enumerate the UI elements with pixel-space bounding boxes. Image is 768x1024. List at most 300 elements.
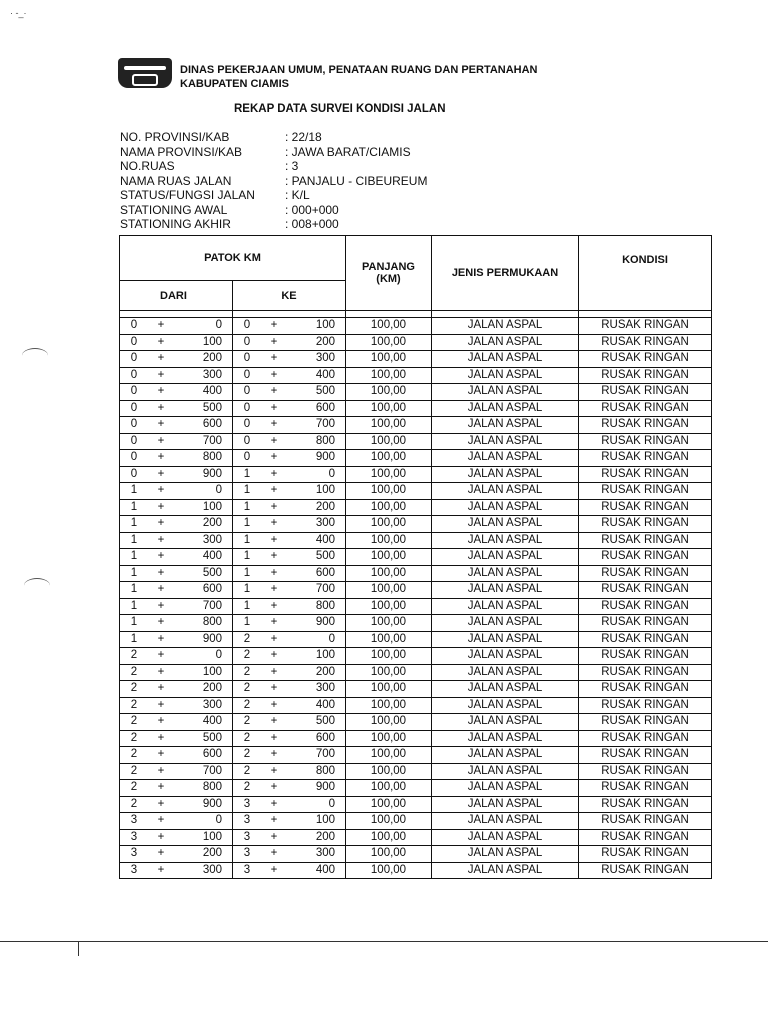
cell-ke [233, 516, 346, 533]
dari-m: 900 [202, 632, 222, 645]
ke-km: 2 [243, 715, 251, 728]
cell-jenis: JALAN ASPAL [432, 747, 579, 764]
cell-ke [233, 664, 346, 681]
cell-ke [233, 780, 346, 797]
cell-dari [120, 714, 233, 731]
plus-sign: + [270, 385, 278, 398]
plus-sign: + [270, 748, 278, 761]
cell-kondisi: RUSAK RINGAN [579, 796, 712, 813]
cell-kondisi: RUSAK RINGAN [579, 615, 712, 632]
cell-panjang: 100,00 [346, 862, 432, 879]
table-row [120, 367, 712, 384]
dari-km: 0 [130, 434, 138, 447]
plus-sign: + [157, 731, 165, 744]
dari-km: 0 [130, 335, 138, 348]
cell-kondisi: RUSAK RINGAN [579, 549, 712, 566]
table-row [120, 417, 712, 434]
ke-km: 0 [243, 401, 251, 414]
plus-sign: + [157, 682, 165, 695]
ke-m: 200 [315, 335, 335, 348]
plus-sign: + [157, 814, 165, 827]
dari-km: 3 [130, 847, 138, 860]
table-row [120, 780, 712, 797]
cell-dari [120, 829, 233, 846]
ke-m: 400 [315, 698, 335, 711]
cell-jenis: JALAN ASPAL [432, 615, 579, 632]
plus-sign: + [157, 368, 165, 381]
info-value: : 22/18 [285, 130, 322, 145]
cell-ke [233, 400, 346, 417]
cell-kondisi: RUSAK RINGAN [579, 631, 712, 648]
dari-km: 2 [130, 715, 138, 728]
header-patok-km: PATOK KM [120, 236, 346, 281]
ke-m: 800 [315, 599, 335, 612]
dari-m: 700 [202, 599, 222, 612]
cell-jenis: JALAN ASPAL [432, 565, 579, 582]
plus-sign: + [270, 418, 278, 431]
cell-dari [120, 697, 233, 714]
cell-dari [120, 730, 233, 747]
ke-m: 500 [315, 715, 335, 728]
plus-sign: + [157, 764, 165, 777]
cell-kondisi: RUSAK RINGAN [579, 829, 712, 846]
plus-sign: + [157, 451, 165, 464]
dari-km: 0 [130, 319, 138, 332]
ke-m: 900 [315, 616, 335, 629]
cell-dari [120, 763, 233, 780]
info-label: STATIONING AWAL [120, 202, 228, 217]
plus-sign: + [270, 484, 278, 497]
plus-sign: + [157, 698, 165, 711]
cell-jenis: JALAN ASPAL [432, 730, 579, 747]
cell-panjang: 100,00 [346, 664, 432, 681]
survey-table [119, 235, 712, 879]
plus-sign: + [270, 335, 278, 348]
cell-panjang: 100,00 [346, 714, 432, 731]
header-gap [120, 311, 712, 318]
dari-m: 300 [202, 863, 222, 876]
info-row [120, 159, 427, 174]
dari-km: 2 [130, 698, 138, 711]
cell-ke [233, 367, 346, 384]
cell-kondisi: RUSAK RINGAN [579, 565, 712, 582]
cell-dari [120, 499, 233, 516]
table-row [120, 648, 712, 665]
plus-sign: + [157, 863, 165, 876]
ke-m: 300 [315, 517, 335, 530]
ke-km: 3 [243, 797, 251, 810]
cell-panjang: 100,00 [346, 813, 432, 830]
plus-sign: + [157, 599, 165, 612]
cell-jenis: JALAN ASPAL [432, 318, 579, 335]
cell-jenis: JALAN ASPAL [432, 648, 579, 665]
info-value: : 000+000 [285, 203, 339, 218]
dari-km: 0 [130, 401, 138, 414]
plus-sign: + [270, 599, 278, 612]
cell-panjang: 100,00 [346, 846, 432, 863]
cell-dari [120, 384, 233, 401]
dari-km: 1 [130, 616, 138, 629]
dari-m: 100 [202, 665, 222, 678]
cell-jenis: JALAN ASPAL [432, 829, 579, 846]
plus-sign: + [270, 665, 278, 678]
plus-sign: + [270, 319, 278, 332]
ke-km: 2 [243, 682, 251, 695]
cell-ke [233, 631, 346, 648]
ke-km: 2 [243, 649, 251, 662]
plus-sign: + [270, 764, 278, 777]
table-row [120, 631, 712, 648]
dari-km: 2 [130, 649, 138, 662]
cell-dari [120, 813, 233, 830]
plus-sign: + [157, 319, 165, 332]
cell-ke [233, 466, 346, 483]
cell-jenis: JALAN ASPAL [432, 714, 579, 731]
ke-km: 0 [243, 418, 251, 431]
ke-km: 1 [243, 467, 251, 480]
plus-sign: + [157, 385, 165, 398]
table-row [120, 483, 712, 500]
info-value: : JAWA BARAT/CIAMIS [285, 145, 411, 160]
table-row [120, 681, 712, 698]
table-row [120, 730, 712, 747]
table-row [120, 598, 712, 615]
cell-panjang: 100,00 [346, 532, 432, 549]
cell-jenis: JALAN ASPAL [432, 532, 579, 549]
ke-km: 1 [243, 566, 251, 579]
cell-jenis: JALAN ASPAL [432, 813, 579, 830]
header-panjang-unit: (KM) [376, 273, 401, 285]
plus-sign: + [157, 583, 165, 596]
cell-kondisi: RUSAK RINGAN [579, 582, 712, 599]
info-row [120, 217, 427, 232]
cell-dari [120, 351, 233, 368]
cell-ke [233, 433, 346, 450]
cell-panjang: 100,00 [346, 450, 432, 467]
cell-kondisi: RUSAK RINGAN [579, 697, 712, 714]
cell-panjang: 100,00 [346, 565, 432, 582]
plus-sign: + [270, 682, 278, 695]
plus-sign: + [157, 847, 165, 860]
cell-jenis: JALAN ASPAL [432, 681, 579, 698]
cell-kondisi: RUSAK RINGAN [579, 367, 712, 384]
plus-sign: + [157, 550, 165, 563]
cell-dari [120, 747, 233, 764]
info-value: : 3 [285, 159, 298, 174]
plus-sign: + [157, 484, 165, 497]
dari-km: 0 [130, 368, 138, 381]
dari-km: 1 [130, 599, 138, 612]
government-logo-icon [118, 58, 172, 88]
dari-km: 0 [130, 418, 138, 431]
dari-m: 0 [215, 649, 222, 662]
table-row [120, 813, 712, 830]
cell-dari [120, 648, 233, 665]
ke-m: 100 [315, 484, 335, 497]
cell-jenis: JALAN ASPAL [432, 417, 579, 434]
ke-m: 100 [315, 649, 335, 662]
table-row [120, 433, 712, 450]
dari-m: 600 [202, 583, 222, 596]
cell-dari [120, 433, 233, 450]
plus-sign: + [157, 830, 165, 843]
ke-m: 200 [315, 665, 335, 678]
cell-ke [233, 499, 346, 516]
dari-m: 200 [202, 352, 222, 365]
dari-km: 1 [130, 500, 138, 513]
cell-kondisi: RUSAK RINGAN [579, 747, 712, 764]
cell-dari [120, 417, 233, 434]
cell-dari [120, 846, 233, 863]
cell-ke [233, 730, 346, 747]
cell-ke [233, 796, 346, 813]
cell-panjang: 100,00 [346, 516, 432, 533]
punch-hole-mark [24, 578, 50, 593]
dari-km: 2 [130, 781, 138, 794]
cell-kondisi: RUSAK RINGAN [579, 433, 712, 450]
plus-sign: + [270, 451, 278, 464]
plus-sign: + [157, 434, 165, 447]
plus-sign: + [270, 616, 278, 629]
dari-km: 3 [130, 830, 138, 843]
dari-km: 0 [130, 385, 138, 398]
cell-kondisi: RUSAK RINGAN [579, 598, 712, 615]
cell-dari [120, 516, 233, 533]
cell-kondisi: RUSAK RINGAN [579, 417, 712, 434]
ke-m: 200 [315, 500, 335, 513]
cell-ke [233, 417, 346, 434]
cell-kondisi: RUSAK RINGAN [579, 730, 712, 747]
cell-panjang: 100,00 [346, 747, 432, 764]
ke-km: 1 [243, 550, 251, 563]
cell-panjang: 100,00 [346, 763, 432, 780]
ke-km: 1 [243, 583, 251, 596]
cell-panjang: 100,00 [346, 417, 432, 434]
cell-jenis: JALAN ASPAL [432, 796, 579, 813]
cell-dari [120, 532, 233, 549]
info-value: : 008+000 [285, 217, 339, 232]
cell-dari [120, 466, 233, 483]
ke-m: 500 [315, 550, 335, 563]
cell-dari [120, 598, 233, 615]
ke-km: 3 [243, 814, 251, 827]
cell-ke [233, 615, 346, 632]
cell-ke [233, 598, 346, 615]
ke-m: 0 [328, 632, 335, 645]
cell-jenis: JALAN ASPAL [432, 631, 579, 648]
cell-dari [120, 862, 233, 879]
dari-m: 300 [202, 698, 222, 711]
dari-km: 2 [130, 748, 138, 761]
ke-km: 0 [243, 352, 251, 365]
cell-dari [120, 565, 233, 582]
ke-km: 0 [243, 368, 251, 381]
table-row [120, 862, 712, 879]
cell-dari [120, 400, 233, 417]
cell-jenis: JALAN ASPAL [432, 780, 579, 797]
plus-sign: + [270, 533, 278, 546]
header-panjang [346, 236, 432, 311]
ke-km: 3 [243, 830, 251, 843]
dari-km: 0 [130, 467, 138, 480]
cell-dari [120, 615, 233, 632]
cell-dari [120, 483, 233, 500]
cell-panjang: 100,00 [346, 780, 432, 797]
dari-m: 200 [202, 517, 222, 530]
cell-panjang: 100,00 [346, 631, 432, 648]
cell-panjang: 100,00 [346, 796, 432, 813]
plus-sign: + [157, 616, 165, 629]
plus-sign: + [270, 500, 278, 513]
plus-sign: + [270, 550, 278, 563]
table-row [120, 334, 712, 351]
cell-ke [233, 532, 346, 549]
table-row [120, 351, 712, 368]
dari-m: 700 [202, 434, 222, 447]
cell-panjang: 100,00 [346, 384, 432, 401]
plus-sign: + [270, 781, 278, 794]
table-row [120, 384, 712, 401]
dari-km: 2 [130, 665, 138, 678]
dari-m: 100 [202, 335, 222, 348]
cell-panjang: 100,00 [346, 730, 432, 747]
info-label: NO.RUAS [120, 159, 175, 173]
cell-ke [233, 582, 346, 599]
cell-jenis: JALAN ASPAL [432, 846, 579, 863]
info-value: : PANJALU - CIBEUREUM [285, 174, 427, 189]
table-row [120, 615, 712, 632]
plus-sign: + [270, 434, 278, 447]
ke-m: 600 [315, 566, 335, 579]
cell-ke [233, 697, 346, 714]
cell-jenis: JALAN ASPAL [432, 763, 579, 780]
table-row [120, 697, 712, 714]
ke-km: 0 [243, 335, 251, 348]
cell-ke [233, 747, 346, 764]
dari-m: 0 [215, 814, 222, 827]
info-label: NAMA RUAS JALAN [120, 173, 232, 188]
ke-km: 1 [243, 599, 251, 612]
punch-hole-mark [22, 348, 48, 363]
ke-m: 0 [328, 467, 335, 480]
ke-m: 200 [315, 830, 335, 843]
road-info-block [120, 130, 427, 232]
cell-kondisi: RUSAK RINGAN [579, 499, 712, 516]
cell-kondisi: RUSAK RINGAN [579, 780, 712, 797]
ke-m: 600 [315, 731, 335, 744]
dari-m: 800 [202, 451, 222, 464]
table-row [120, 747, 712, 764]
dari-m: 200 [202, 847, 222, 860]
ke-km: 2 [243, 781, 251, 794]
cell-dari [120, 318, 233, 335]
table-row [120, 714, 712, 731]
dari-km: 1 [130, 533, 138, 546]
cell-ke [233, 351, 346, 368]
cell-ke [233, 549, 346, 566]
cell-kondisi: RUSAK RINGAN [579, 334, 712, 351]
cell-jenis: JALAN ASPAL [432, 433, 579, 450]
dari-km: 2 [130, 682, 138, 695]
header-ke: KE [233, 281, 346, 311]
ke-km: 1 [243, 500, 251, 513]
cell-dari [120, 582, 233, 599]
ke-km: 2 [243, 632, 251, 645]
dari-km: 1 [130, 484, 138, 497]
scan-speck: · -_· [10, 8, 27, 18]
cell-jenis: JALAN ASPAL [432, 516, 579, 533]
cell-kondisi: RUSAK RINGAN [579, 483, 712, 500]
table-row [120, 664, 712, 681]
ke-m: 300 [315, 352, 335, 365]
ke-km: 0 [243, 319, 251, 332]
cell-ke [233, 681, 346, 698]
dari-m: 400 [202, 550, 222, 563]
org-name-line2: KABUPATEN CIAMIS [180, 78, 289, 90]
dari-m: 500 [202, 731, 222, 744]
cell-kondisi: RUSAK RINGAN [579, 384, 712, 401]
ke-m: 700 [315, 748, 335, 761]
table-row [120, 846, 712, 863]
info-row [120, 174, 427, 189]
cell-kondisi: RUSAK RINGAN [579, 351, 712, 368]
cell-jenis: JALAN ASPAL [432, 450, 579, 467]
survey-table-body [120, 318, 712, 879]
dari-m: 300 [202, 368, 222, 381]
cell-panjang: 100,00 [346, 367, 432, 384]
info-label: STATIONING AKHIR [120, 217, 231, 231]
ke-km: 1 [243, 517, 251, 530]
ke-m: 400 [315, 533, 335, 546]
cell-panjang: 100,00 [346, 697, 432, 714]
table-row [120, 796, 712, 813]
ke-km: 2 [243, 764, 251, 777]
ke-km: 0 [243, 385, 251, 398]
cell-dari [120, 796, 233, 813]
dari-m: 500 [202, 401, 222, 414]
info-label: STATUS/FUNGSI JALAN [120, 188, 255, 202]
plus-sign: + [270, 731, 278, 744]
cell-ke [233, 334, 346, 351]
cell-panjang: 100,00 [346, 318, 432, 335]
cell-kondisi: RUSAK RINGAN [579, 813, 712, 830]
dari-m: 200 [202, 682, 222, 695]
cell-kondisi: RUSAK RINGAN [579, 681, 712, 698]
ke-m: 100 [315, 814, 335, 827]
cell-dari [120, 664, 233, 681]
cell-jenis: JALAN ASPAL [432, 499, 579, 516]
cell-kondisi: RUSAK RINGAN [579, 532, 712, 549]
ke-km: 1 [243, 616, 251, 629]
cell-ke [233, 384, 346, 401]
plus-sign: + [157, 748, 165, 761]
cell-dari [120, 450, 233, 467]
dari-m: 0 [215, 484, 222, 497]
cell-ke [233, 450, 346, 467]
dari-km: 2 [130, 764, 138, 777]
cell-panjang: 100,00 [346, 499, 432, 516]
cell-ke [233, 565, 346, 582]
cell-kondisi: RUSAK RINGAN [579, 763, 712, 780]
dari-m: 100 [202, 500, 222, 513]
table-row [120, 532, 712, 549]
document-title: REKAP DATA SURVEI KONDISI JALAN [234, 103, 446, 115]
dari-m: 600 [202, 418, 222, 431]
cell-kondisi: RUSAK RINGAN [579, 318, 712, 335]
cell-jenis: JALAN ASPAL [432, 334, 579, 351]
dari-km: 1 [130, 517, 138, 530]
plus-sign: + [157, 418, 165, 431]
